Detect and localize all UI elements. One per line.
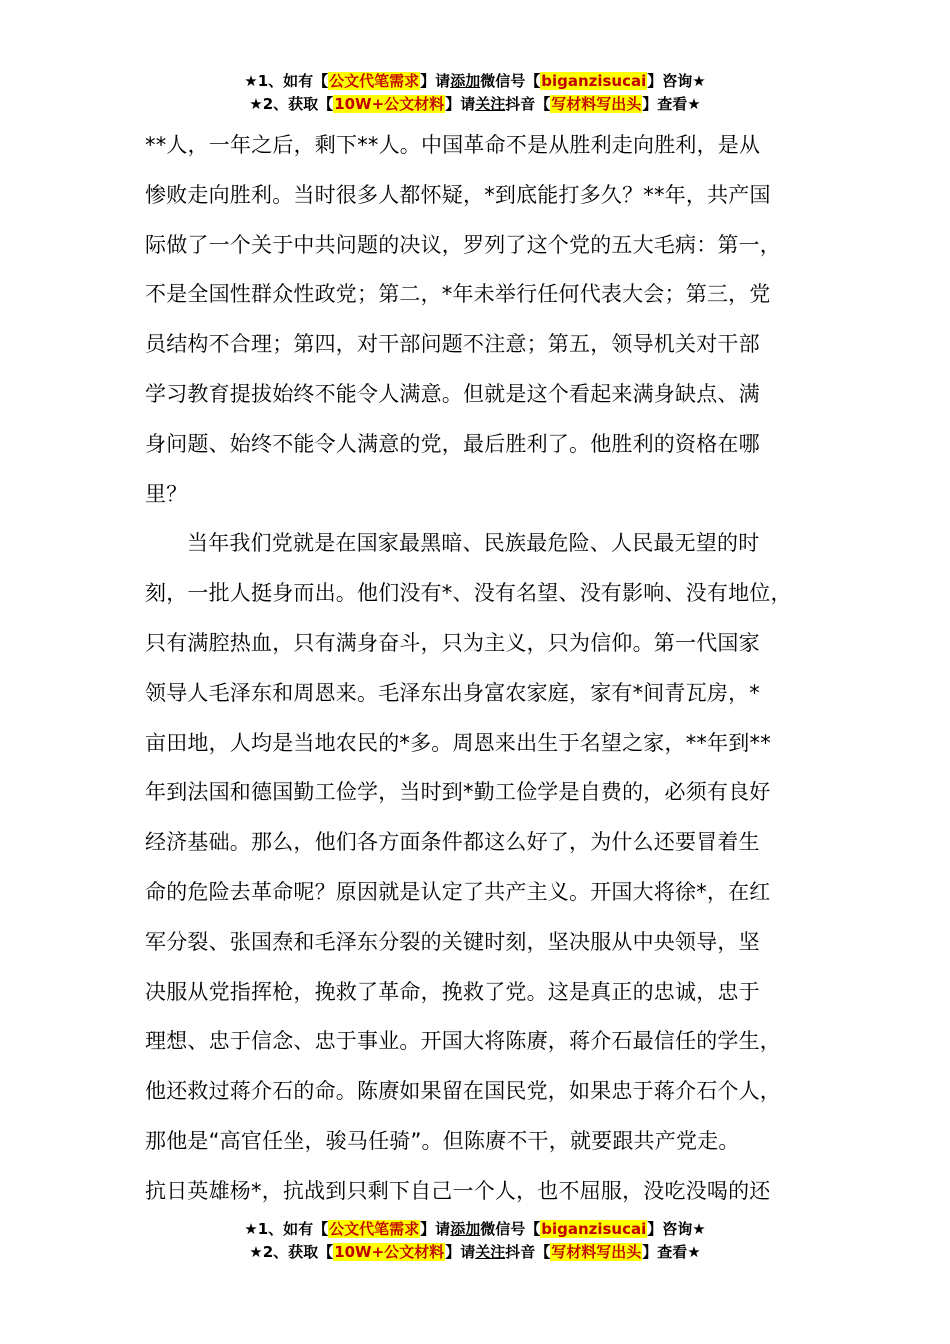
text-line: 他还救过蒋介石的命。陈赓如果留在国民党，如果忠于蒋介石个人， [145, 1079, 781, 1104]
banner-underlined: 添加 [450, 1220, 481, 1238]
banner-text: 微信号【 [480, 72, 541, 90]
text-line: 决服从党指挥枪，挽救了革命，挽救了党。这是真正的忠诚，忠于 [145, 979, 760, 1004]
banner-text: 】查看★ [642, 1243, 701, 1261]
text-line: 当年我们党就是在国家最黑暗、民族最危险、人民最无望的时 [187, 531, 760, 556]
banner-underlined: 关注 [475, 1243, 506, 1261]
text-line: 不是全国性群众性政党；第二，*年未举行任何代表大会；第三，党 [145, 282, 771, 307]
text-line: 际做了一个关于中共问题的决议，罗列了这个党的五大毛病：第一， [145, 232, 781, 257]
banner-line-1 [0, 70, 950, 93]
text-line: 命的危险去革命呢？原因就是认定了共产主义。开国大将徐*，在红 [145, 879, 771, 904]
banner-text: 抖音【 [505, 1243, 551, 1261]
text-line: 里？ [145, 481, 188, 506]
banner-wechat-id: biganzisucai [541, 1220, 647, 1238]
banner-highlight: 10W+公文材料 [334, 95, 445, 113]
text-line: 身问题、始终不能令人满意的党，最后胜利了。他胜利的资格在哪 [145, 431, 760, 456]
header-banner [0, 70, 950, 116]
banner-text: 】查看★ [642, 95, 701, 113]
banner-text: 】请 [445, 1243, 476, 1261]
text-line: 理想、忠于信念、忠于事业。开国大将陈赓，蒋介石最信任的学生， [145, 1029, 781, 1054]
banner-line-2 [0, 93, 950, 116]
text-line: 惨败走向胜利。当时很多人都怀疑，*到底能打多久？**年，共产国 [145, 182, 771, 207]
text-line: 经济基础。那么，他们各方面条件都这么好了，为什么还要冒着生 [145, 830, 760, 855]
banner-text: ★2、获取【 [249, 95, 334, 113]
paragraph-1 [145, 121, 825, 519]
text-line: 学习教育提拔始终不能令人满意。但就是这个看起来满身缺点、满 [145, 381, 760, 406]
banner-text: 】咨询★ [647, 1220, 706, 1238]
banner-text: ★1、如有【 [244, 1220, 329, 1238]
banner-douyin-id: 写材料写出头 [551, 95, 642, 113]
document-body [145, 121, 825, 1217]
banner-text: 微信号【 [480, 1220, 541, 1238]
text-line: 军分裂、张国焘和毛泽东分裂的关键时刻，坚决服从中央领导，坚 [145, 929, 760, 954]
text-line: 员结构不合理；第四，对干部问题不注意；第五，领导机关对干部 [145, 332, 760, 357]
text-line: 亩田地，人均是当地农民的*多。周恩来出生于名望之家，**年到** [145, 730, 771, 755]
paragraph-2 [145, 519, 825, 1216]
banner-text: 】请 [445, 95, 476, 113]
banner-wechat-id: biganzisucai [541, 72, 647, 90]
banner-line-1 [0, 1218, 950, 1241]
banner-text: ★1、如有【 [244, 72, 329, 90]
banner-text: ★2、获取【 [249, 1243, 334, 1261]
text-line: 抗日英雄杨*，抗战到只剩下自己一个人，也不屈服，没吃没喝的还 [145, 1178, 771, 1203]
banner-highlight: 公文代笔需求 [329, 72, 420, 90]
banner-text: 】请 [420, 1220, 451, 1238]
banner-highlight: 公文代笔需求 [329, 1220, 420, 1238]
text-line: 只有满腔热血，只有满身奋斗，只为主义，只为信仰。第一代国家 [145, 630, 760, 655]
banner-underlined: 关注 [475, 95, 506, 113]
text-line: 领导人毛泽东和周恩来。毛泽东出身富农家庭，家有*间青瓦房，* [145, 680, 760, 705]
banner-text: 】请 [420, 72, 451, 90]
banner-text: 】咨询★ [647, 72, 706, 90]
text-line: 刻，一批人挺身而出。他们没有*、没有名望、没有影响、没有地位， [145, 581, 792, 606]
text-line: 年到法国和德国勤工俭学，当时到*勤工俭学是自费的，必须有良好 [145, 780, 771, 805]
footer-banner [0, 1218, 950, 1264]
banner-underlined: 添加 [450, 72, 481, 90]
text-line: **人，一年之后，剩下**人。中国革命不是从胜利走向胜利，是从 [145, 133, 761, 157]
text-line: 那他是“高官任坐，骏马任骑”。但陈赓不干，就要跟共产党走。 [145, 1128, 740, 1153]
banner-douyin-id: 写材料写出头 [551, 1243, 642, 1261]
banner-highlight: 10W+公文材料 [334, 1243, 445, 1261]
banner-line-2 [0, 1241, 950, 1264]
banner-text: 抖音【 [505, 95, 551, 113]
